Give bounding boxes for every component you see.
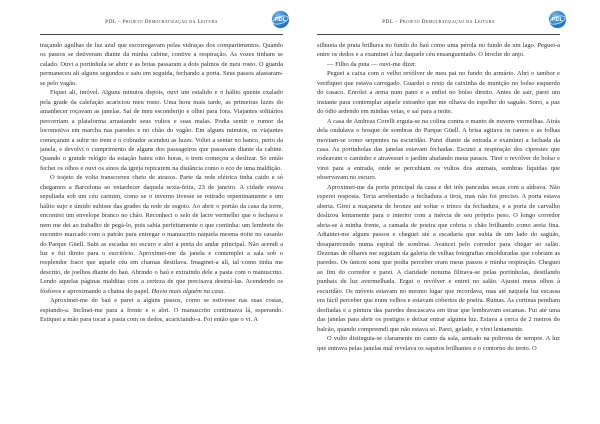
pdl-logo-icon [272,11,289,28]
paragraph: A casa de Andreas Corelli erguia-se na colina contra o manto de nuvens vermelhas. Atrás dela ondulava o bosque de sombras do Parque Güell. A brisa agitava os ramos e as folhas moviam-se como serpentes na escuridão. Parei diante da entrada e examinei a fachada da casa. As portinholas das janelas estavam fechadas. Escutei a respiração dos ciprestes que rodeavam o caminho e atravessei o jardim abafando meus passos. Tirei o revólver do bolso e virei para a entrada, onde se percebiam os vultos dos animais, sombras líquidas que observavam no escuro. [317,117,560,182]
paragraph: O trajeto de volta transcorreu cheio de atrasos. Parte da rede elétrica tinha caído e só chegamos a Barcelona ao entardecer daquela sexta-feira, 23 de janeiro. A cidade estava sepultada sob um céu carmim, como se o inverno tivesse se retirado repentinamente e um hálito sujo e úmido subisse das grades da rede de esgoto. Ao abrir o portão da casa da torre, encontrei um envelope branco no chão. Reconheci o selo de lacre vermelho que o fechava e nem me dei ao trabalho de pegá-lo, pois sabia perfeitamente o que continha: um lembrete do encontro marcado com o patrão para entregar o manuscrito naquela mesma noite no casarão do Parque Güell. Subi as escadas no escuro e abri a porta do andar principal. Não acendi a luz e fui direto para o escritório. Aproximei-me da janela e contemplei a sala sob o resplendor fraco que aquele céu em chamas destilava. Imaginei-a ali, tal como tinha me descrito, de joelhos diante do baú. Abrindo o baú e extraindo dele a pasta com o manuscrito. Lendo aquelas páginas malditas com a certeza de que precisava destruí-las. Acendendo os fósforos e aproximando a chama do papel. Havia mais alguém na casa. [40,174,283,295]
page-left-body [40,41,283,325]
paragraph: Aproximei-me da porta principal da casa e dei três pancadas secas com a aldrava. Não esperei resposta. Teria arrebentado a fechadura a tiros, mas não foi preciso. A porta estava aberta. Girei a maçaneta de bronze até soltar o trinco da fechadura, e a porta de carvalho deslizou lentamente para o interior com a inércia de seu próprio peso. O longo corredor abria-se à minha frente, a camada de poeira que cobria o chão brilhando como areia fina. Adiantei-me alguns passos e cheguei até a escadaria que subia de um lado do saguão, desaparecendo numa espiral de sombras. Avancei pelo corredor para chegar ao salão. Dezenas de olhares me seguiam da galeria de velhas fotografias emolduradas que cobriam as paredes. Os únicos sons que podia perceber eram meus passos e minha respiração. Cheguei ao fim do corredor e parei. A claridade noturna filtrava-se pelas portinholas, destilando punhais de luz avermelhada. Ergui o revólver e entrei no salão. Ajustei meus olhos à escuridão. Os móveis estavam no mesmo lugar que recordava, mas até naquela luz escassa era fácil perceber que eram velhos e estavam cobertos de poeira. Ruínas. As cortinas pendiam desfiadas e a pintura das paredes descascava em tiras que lembravam escamas. Fui até uma das janelas para abrir os postigos e deixar entrar alguma luz. Estava a cerca de 2 metros do balcão, quando compreendi que não estava só. Parei, gelado, e virei lentamente. [317,183,560,333]
paragraph: Peguei a caixa com o velho revólver de meu pai no fundo do armário. Abri o tambor e verifiquei que estava carregado. Guardei o resto da caixinha de munição no bolso esquerdo do casaco. Enrolei a arma num pano e a enfiei no bolso direito. Antes de sair, parei um instante para contemplar aquele estranho que me olhava do espelho do saguão. Sorri, a paz do ódio ardendo em minhas veias, e saí para a noite. [317,70,560,116]
page-right-header-divider [317,34,560,35]
paragraph: silhueta de prata brilhava no fundo do baú como uma pérola no fundo de um lago. Peguei-a entre os dedos e a examinei à luz daquele céu ensanguentado. O broche do anjo. [317,42,560,59]
dialogue-line: — Filho da puta — ouvi-me dizer. [327,60,417,68]
paragraph: O vulto distinguia-se claramente no canto da sala, sentado na poltrona de sempre. A luz que entrava pelas janelas mal revelava os sapatos brilhantes e o contorno do terno. O [317,335,560,352]
page-right-header [317,10,564,32]
pdl-logo-text: PDL [274,16,287,23]
paragraph: traçando agulhas de luz azul que escorregavam pelas vidraças dos compartimentos. Quando os passos se detiveram diante da minha cabine, contive a respiração. As vozes tinham se calado. Ouvi a portinhola se abrir e as botas passaram a dois palmos de meu rosto. O guarda permaneceu ali alguns segundos e saiu em seguida, fechando a porta. Seus passos afastaram-se pelo vagão. [40,42,283,87]
italic-phrase: Havia mais alguém na casa. [151,287,226,295]
page-right-content [300,0,600,424]
page-left-header-divider [40,34,283,35]
page-left-header [40,10,287,32]
page-right [300,0,600,424]
page-right-body [317,41,560,353]
page-right-header-title: PDL – Projeto Democratização da Leitura [382,19,495,25]
paragraph: Fiquei ali, imóvel. Alguns minutos depois, ouvi um estalido e o hálito quente exalado pela grade da calefação acariciou meu rosto. Uma hora mais tarde, as primeiras luzes do amanhecer roçavam as janelas. Saí de meu esconderijo e olhei para fora. Viajantes solitários percorriam a plataforma arrastando seus vultos e suas malas. Podia sentir o rumor da locomotiva em marcha nas paredes e no chão do vagão. Em alguns minutos, os viajantes começaram a subir no trem e o cobrador acendeu as luzes. Voltei a sentar no banco, perto da janela, e devolvi o cumprimento de alguns dos passageiros que passavam diante da cabine. Quando o grande relógio da estação bateu oito horas, o trem começou a deslizar. Só então fechei os olhos e ouvi os sinos da igreja repicarem na distância como o eco de uma maldição. [40,89,283,172]
page-left-header-title: PDL – Projeto Democratização da Leitura [105,19,218,25]
pdl-logo-text: PDL [551,16,564,23]
pdl-logo-icon [549,11,566,28]
paragraph: Aproximei-me do baú e parei a alguns passos, como se estivesse nas suas costas, espiando-a. Inclinei-me para a frente e o abri. O manuscrito continuava lá, esperando. Estiquei a mão para tocar a pasta com os dedos, acariciando-a. Foi então que o vi. A [40,297,283,324]
